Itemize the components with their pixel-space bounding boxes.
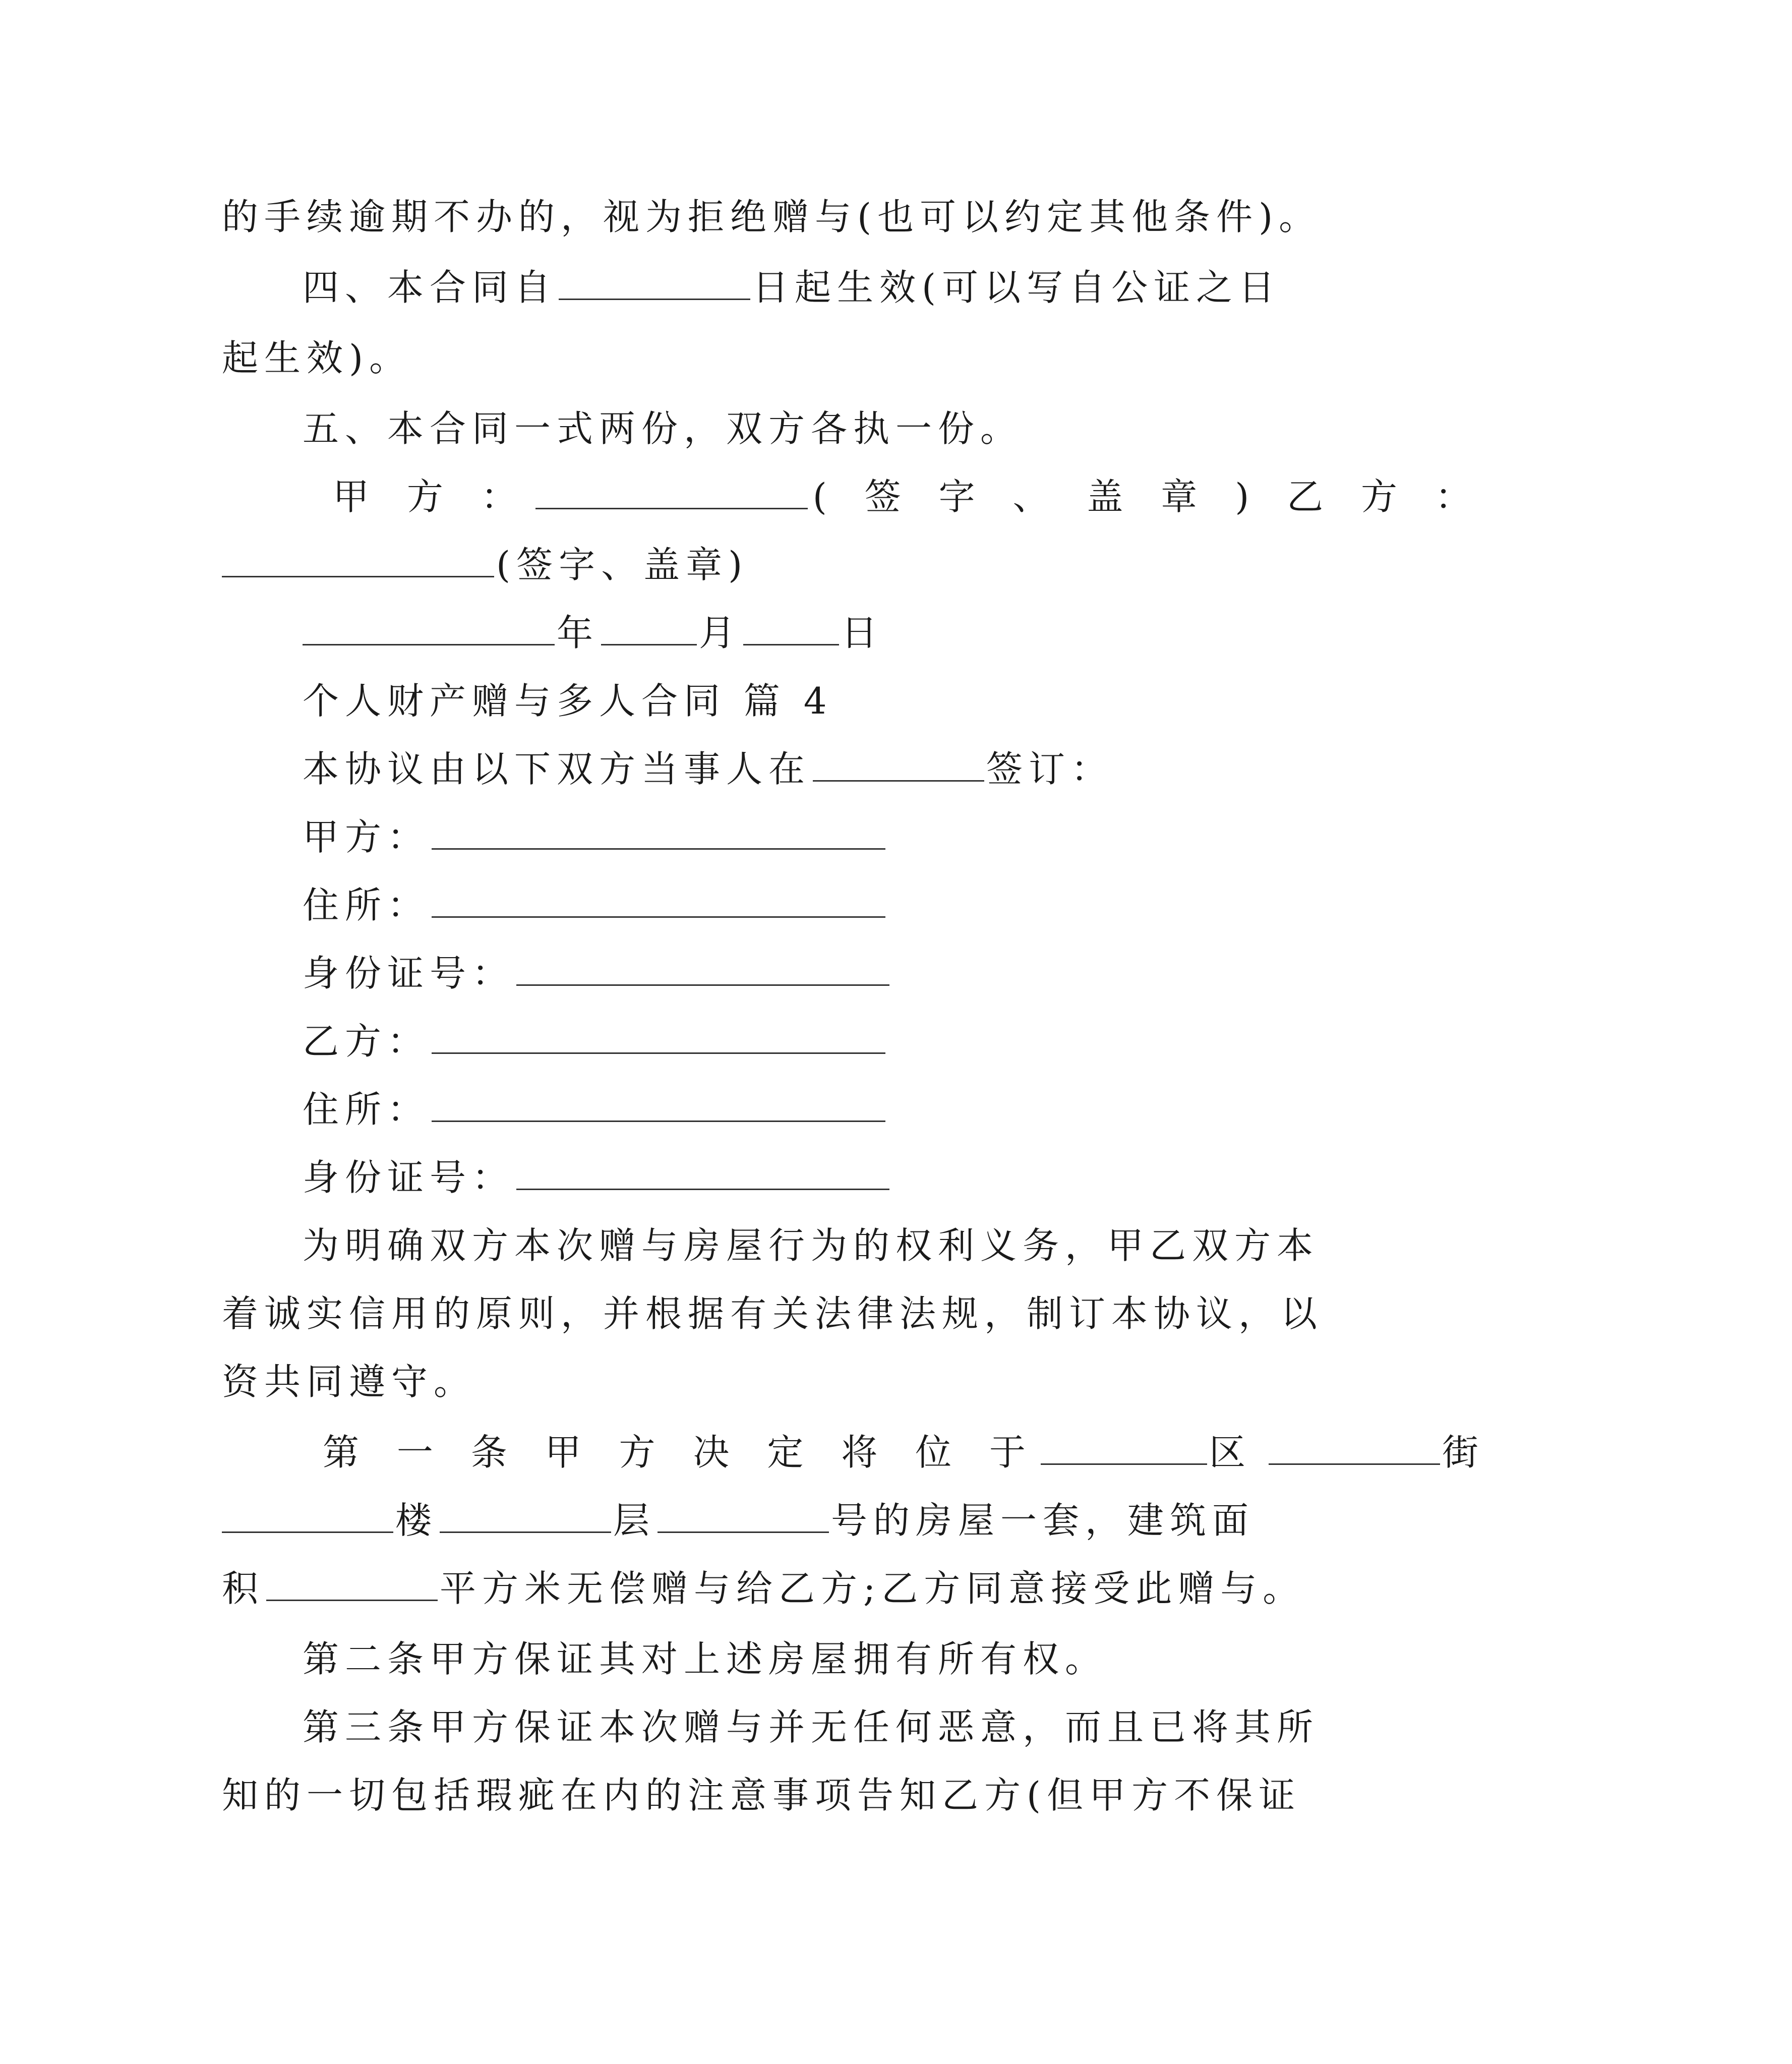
signing-place-blank [813,744,984,782]
field-party-a-id [0,948,1762,998]
year-label: 年 [557,612,600,654]
party-a-field-label: 甲方： [303,816,430,858]
line-4-text: 五、本合同一式两份，双方各执一份。 [303,407,1023,450]
street-label: 街 [1442,1431,1492,1473]
line-6-text: (签字、盖章) [496,544,749,586]
floor-label: 层 [613,1499,656,1542]
day-blank [743,608,839,645]
party-a-id-label: 身份证号： [303,952,515,994]
text-line-7 [0,608,1762,658]
field-party-b-id [0,1152,1762,1203]
section-heading-text: 个人财产赠与多人合同 篇 4 [303,680,833,722]
field-party-b [0,1016,1762,1067]
day-label: 日 [841,612,884,654]
article-1-line-3 [0,1563,1681,1614]
article-3-line-1 [0,1702,1762,1752]
line-1-text: 的手续逾期不办的，视为拒绝赠与(也可以约定其他条件)。 [222,196,1322,238]
area-label: 积 [222,1567,265,1610]
article-1-text-c: 号的房屋一套，建筑面 [831,1499,1255,1542]
floor-blank [440,1495,611,1533]
text-line-16 [0,1220,1762,1271]
line-2-text-a: 四、本合同自 [303,266,557,309]
article-1-text-d: 平方米无偿赠与给乙方;乙方同意接受此赠与。 [440,1567,1305,1610]
text-line-6 [0,540,1681,590]
article-1-text-a: 第 一 条 甲 方 决 定 将 位 于 [323,1431,1039,1473]
line-5-text-b: ( 签 字 、 盖 章 ) 乙 方 ： [812,476,1484,518]
party-a-field-blank [432,812,885,850]
field-party-a [0,812,1762,862]
month-label: 月 [699,612,742,654]
line-17-text: 着诚实信用的原则，并根据有关法律法规，制订本协议，以 [222,1292,1324,1335]
text-line-9 [0,744,1762,794]
party-a-address-label: 住所： [303,884,430,926]
text-line-1 [0,192,1681,242]
month-blank [601,608,697,645]
text-line-2 [0,262,1762,313]
field-party-a-address [0,880,1762,930]
party-b-field-blank [432,1016,885,1054]
article-2-text: 第二条甲方保证其对上述房屋拥有所有权。 [303,1638,1108,1680]
party-a-id-blank [516,948,889,986]
party-a-label: 甲 方 ： [333,476,530,518]
party-a-signature-blank [535,471,808,509]
line-2-text-b: 日起生效(可以写自公证之日 [752,266,1281,309]
section-heading [0,676,1762,726]
line-16-text: 为明确双方本次赠与房屋行为的权利义务，甲乙双方本 [303,1224,1320,1267]
article-3-line-2 [0,1770,1681,1820]
party-b-address-label: 住所： [303,1088,430,1131]
article-1-line-1 [0,1427,1782,1478]
building-blank [222,1495,393,1533]
district-blank [1041,1427,1207,1465]
line-18-text: 资共同遵守。 [222,1361,476,1403]
number-blank [658,1495,829,1533]
text-line-17 [0,1288,1681,1339]
year-blank [303,608,555,645]
line-9-text-b: 签订： [986,748,1114,790]
line-9-text-a: 本协议由以下双方当事人在 [303,748,811,790]
party-b-address-blank [432,1084,885,1122]
party-b-id-blank [516,1152,889,1190]
text-line-5 [0,471,1792,522]
area-blank [266,1563,438,1601]
party-a-address-blank [432,880,885,918]
text-line-3 [0,333,1681,383]
article-2 [0,1634,1762,1684]
party-b-field-label: 乙方： [303,1020,430,1063]
building-label: 楼 [395,1499,438,1542]
party-b-signature-blank [222,540,494,577]
field-party-b-address [0,1084,1762,1135]
street-blank [1269,1427,1440,1465]
district-label: 区 [1209,1431,1259,1473]
article-1-line-2 [0,1495,1681,1546]
text-line-4 [0,403,1762,454]
text-line-18 [0,1357,1681,1407]
effective-date-blank [559,262,750,300]
article-3-text-a: 第三条甲方保证本次赠与并无任何恶意，而且已将其所 [303,1706,1320,1748]
article-3-text-b: 知的一切包括瑕疵在内的注意事项告知乙方(但甲方不保证 [222,1774,1301,1816]
line-3-text: 起生效)。 [222,337,412,379]
party-b-id-label: 身份证号： [303,1156,515,1199]
